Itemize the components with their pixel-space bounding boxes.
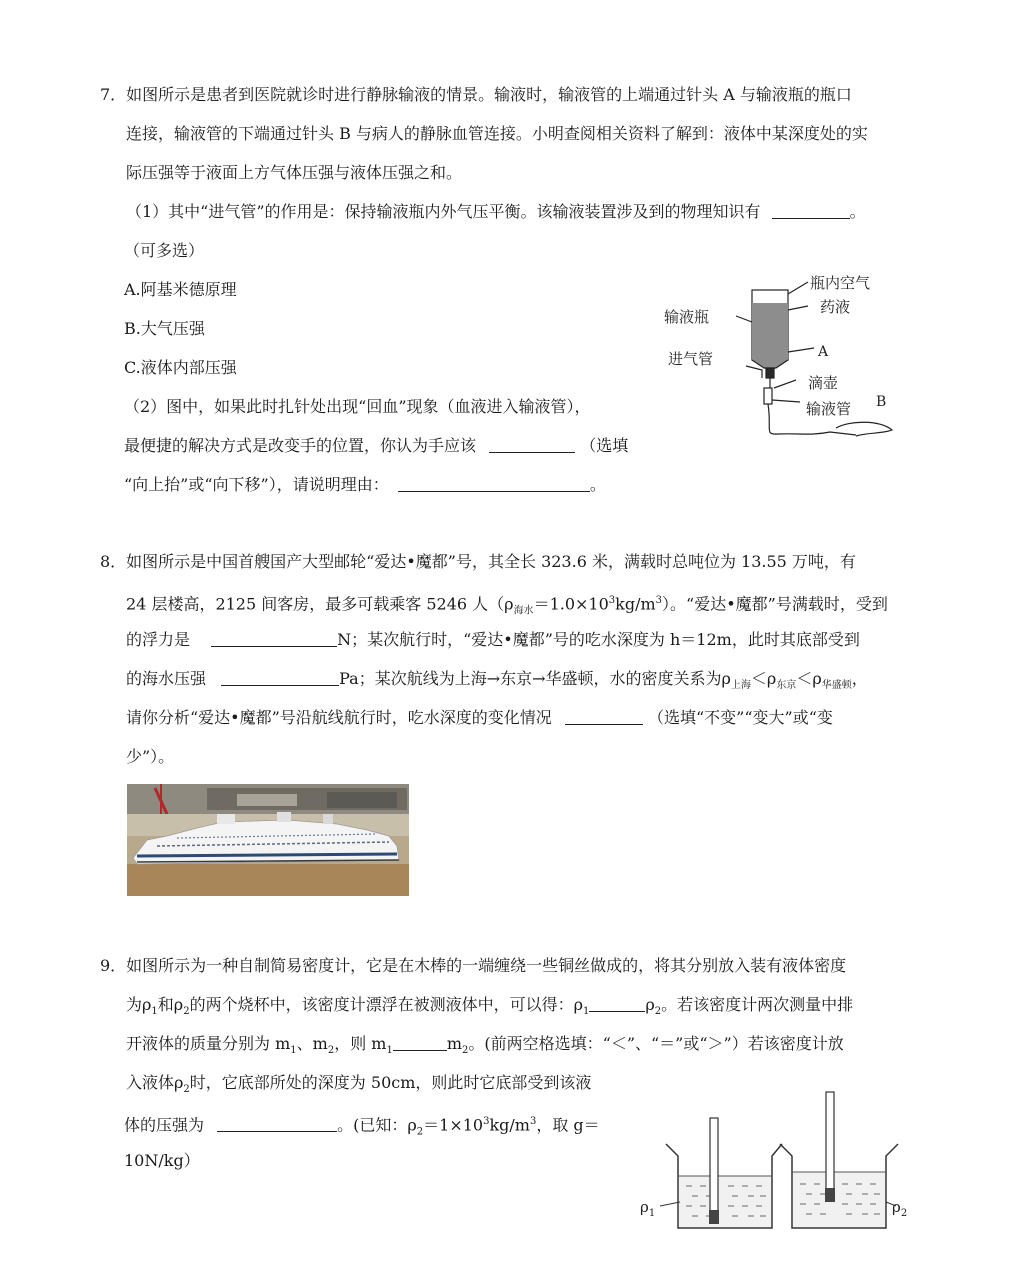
q9-line5	[124, 1111, 600, 1144]
q9-line3	[126, 1033, 844, 1062]
q9-l3s3: 1	[386, 1045, 393, 1057]
label-a: A	[818, 344, 829, 360]
label-rho2: $\rho_2$	[892, 1198, 908, 1219]
q9-l2s2: 2	[183, 1006, 190, 1018]
q8-blank-pressure[interactable]	[221, 669, 339, 686]
q7-part2-line1: （2）图中，如果此时扎针处出现“回血”现象（血液进入输液管），	[124, 397, 591, 416]
q7-line2: 连接，输液管的下端通过针头 B 与病人的静脉血管连接。小明查阅相关资料了解到：液体中某深度处的实	[126, 124, 868, 143]
q7-part1	[126, 201, 866, 223]
q8-line3	[126, 629, 860, 651]
q9-l2s3: 1	[583, 1006, 590, 1018]
q8-l4c: ＜ρ	[750, 669, 777, 688]
q9-l5b: 。(已知：ρ	[337, 1115, 417, 1135]
q9-line2	[126, 994, 853, 1023]
q9-l2s4: 2	[654, 1006, 662, 1018]
q9-l3s4: 2	[462, 1045, 469, 1057]
q8-l2c: kg/m	[615, 594, 656, 614]
q8-l3b: N；某次航行时，“爱达•魔都”号的吃水深度为 h＝12m，此时其底部受到	[337, 630, 860, 649]
q9-l3c: ，则 m	[334, 1034, 387, 1053]
q8-l2sup: 3	[608, 595, 616, 606]
q7-part2-line3	[124, 474, 606, 496]
q9-l5d: kg/m	[489, 1115, 530, 1135]
q8-l4s1: 上海	[730, 680, 751, 692]
q7-part1-end: 。	[849, 202, 866, 221]
q8-blank-buoyancy[interactable]	[211, 630, 337, 647]
q8-l5b: （选填“不变”“变大”或“变	[648, 708, 833, 727]
q8-line1: 8．如图所示是中国首艘国产大型邮轮“爱达•魔都”号，其全长 323.6 米，满载时总吨位为 13.55 万吨，有	[100, 552, 856, 571]
needle-a	[766, 368, 774, 378]
q9-l2a: 为ρ	[126, 995, 152, 1014]
label-rho1: $\rho_1$	[640, 1198, 656, 1219]
q7-blank-1[interactable]	[772, 202, 850, 219]
q8-l3a: 的浮力是	[126, 630, 191, 649]
q9-l5e: ，取 g＝	[536, 1115, 600, 1135]
q9-l5sup2: 3	[529, 1116, 537, 1127]
air-inlet-tube	[746, 366, 762, 378]
q9-l2d: ρ	[645, 995, 655, 1014]
q8-l4b: Pa；某次航线为上海→东京→华盛顿，水的密度关系为ρ	[339, 669, 731, 688]
q8-line5	[126, 707, 833, 729]
q7-part1-text: （1）其中“进气管”的作用是：保持输液瓶内外气压平衡。该输液装置涉及到的物理知识有	[126, 202, 761, 221]
q9-line4	[126, 1072, 591, 1101]
q9-l5c: ＝1×10	[423, 1115, 484, 1135]
density-meter-diagram	[636, 1088, 916, 1238]
q7-blank-2[interactable]	[489, 436, 575, 453]
q9-l5s: 2	[416, 1126, 424, 1138]
q9-blank-mass[interactable]	[393, 1034, 447, 1051]
q9-line6: 10N/kg）	[124, 1151, 200, 1170]
q8-l2d: ）。“爱达•魔都”号满载时，受到	[662, 594, 888, 614]
infusion-diagram	[660, 270, 910, 450]
q9-l4b: 时，它底部所处的深度为 50cm，则此时它底部受到该液	[189, 1073, 592, 1092]
label-medicine: 药液	[820, 298, 851, 316]
q8-line6: 少”）。	[126, 747, 175, 766]
q7-blank-3[interactable]	[398, 475, 590, 492]
beaker-1	[666, 1118, 782, 1228]
q7-option-a: A.阿基米德原理	[124, 280, 237, 299]
q7-line3: 际压强等于液面上方气体压强与液体压强之和。	[126, 163, 463, 182]
q7-part2-text: 最便捷的解决方式是改变手的位置，你认为手应该	[124, 436, 477, 455]
q9-l2c: 的两个烧杯中，该密度计漂浮在被测液体中，可以得：ρ	[189, 995, 584, 1014]
q7-line1: 7．如图所示是患者到医院就诊时进行静脉输液的情景。输液时，输液管的上端通过针头 A 与输液瓶的瓶口	[100, 85, 852, 104]
medicine-liquid	[752, 303, 788, 360]
q8-l4e: ，	[851, 669, 868, 688]
q9-blank-density[interactable]	[589, 995, 645, 1012]
q7-part2-hint: （选填	[580, 436, 629, 455]
label-b: B	[876, 394, 887, 410]
q7-multi-note: （可多选）	[124, 241, 205, 260]
density-meter-1	[710, 1118, 718, 1222]
q9-l3b: 、m	[296, 1034, 328, 1053]
q8-blank-draft[interactable]	[565, 708, 643, 725]
q9-l2b: 和ρ	[157, 995, 184, 1014]
q8-l4s2: 东京	[776, 680, 797, 692]
q7-part2-line2	[124, 435, 628, 457]
q7-part2-end: 。	[589, 475, 606, 494]
density-meter-2	[826, 1092, 834, 1198]
q9-l3a: 开液体的质量分别为 m	[126, 1034, 291, 1053]
beaker-2	[780, 1092, 898, 1228]
q9-l3s2: 2	[327, 1045, 335, 1057]
q8-l4d: ＜ρ	[796, 669, 822, 688]
q8-l2b: ＝1.0×10	[533, 594, 609, 614]
q9-l5sup: 3	[483, 1116, 490, 1127]
q8-l2sub: 海水	[513, 605, 534, 617]
q8-l2a: 24 层楼高，2125 间客房，最多可载乘客 5246 人（ρ	[126, 594, 514, 614]
q8-l5a: 请你分析“爱达•魔都”号沿航线航行时，吃水深度的变化情况	[126, 708, 552, 727]
q8-line2	[126, 590, 888, 623]
q8-l2sup2: 3	[655, 595, 663, 606]
q9-l5a: 体的压强为	[124, 1115, 205, 1135]
drip-chamber	[764, 388, 772, 404]
label-tube: 输液管	[806, 400, 852, 418]
q9-l2e: 。若该密度计两次测量中排	[661, 995, 854, 1014]
label-bottle-air: 瓶内空气	[810, 274, 871, 292]
q9-l3s1: 1	[290, 1045, 297, 1057]
q9-l3e: 。(前两空格选填：“＜”、“＝”或“＞”）若该密度计放	[468, 1034, 844, 1053]
river-water	[127, 864, 409, 896]
q9-l3d: m	[446, 1034, 463, 1053]
q9-l4a: 入液体ρ	[126, 1073, 184, 1092]
cruise-ship-photo	[127, 784, 409, 896]
q9-line1: 9．如图所示为一种自制简易密度计，它是在木棒的一端缠绕一些铜丝做成的，将其分别放入装有液体密度	[100, 956, 847, 975]
q8-l4s3: 华盛顿	[821, 680, 852, 692]
q9-l2s1: 1	[151, 1006, 158, 1018]
label-drip: 滴壶	[808, 374, 839, 392]
q7-option-b: B.大气压强	[124, 319, 205, 338]
label-inlet: 进气管	[668, 350, 714, 368]
q9-blank-pressure[interactable]	[217, 1115, 337, 1132]
q8-line4	[126, 668, 868, 697]
q7-part2-reason-text: “向上抬”或“向下移”），请说明理由：	[124, 475, 389, 494]
label-bottle: 输液瓶	[664, 308, 710, 326]
q8-l4a: 的海水压强	[126, 669, 207, 688]
q9-l4s: 2	[183, 1084, 190, 1096]
q7-option-c: C.液体内部压强	[124, 358, 237, 377]
